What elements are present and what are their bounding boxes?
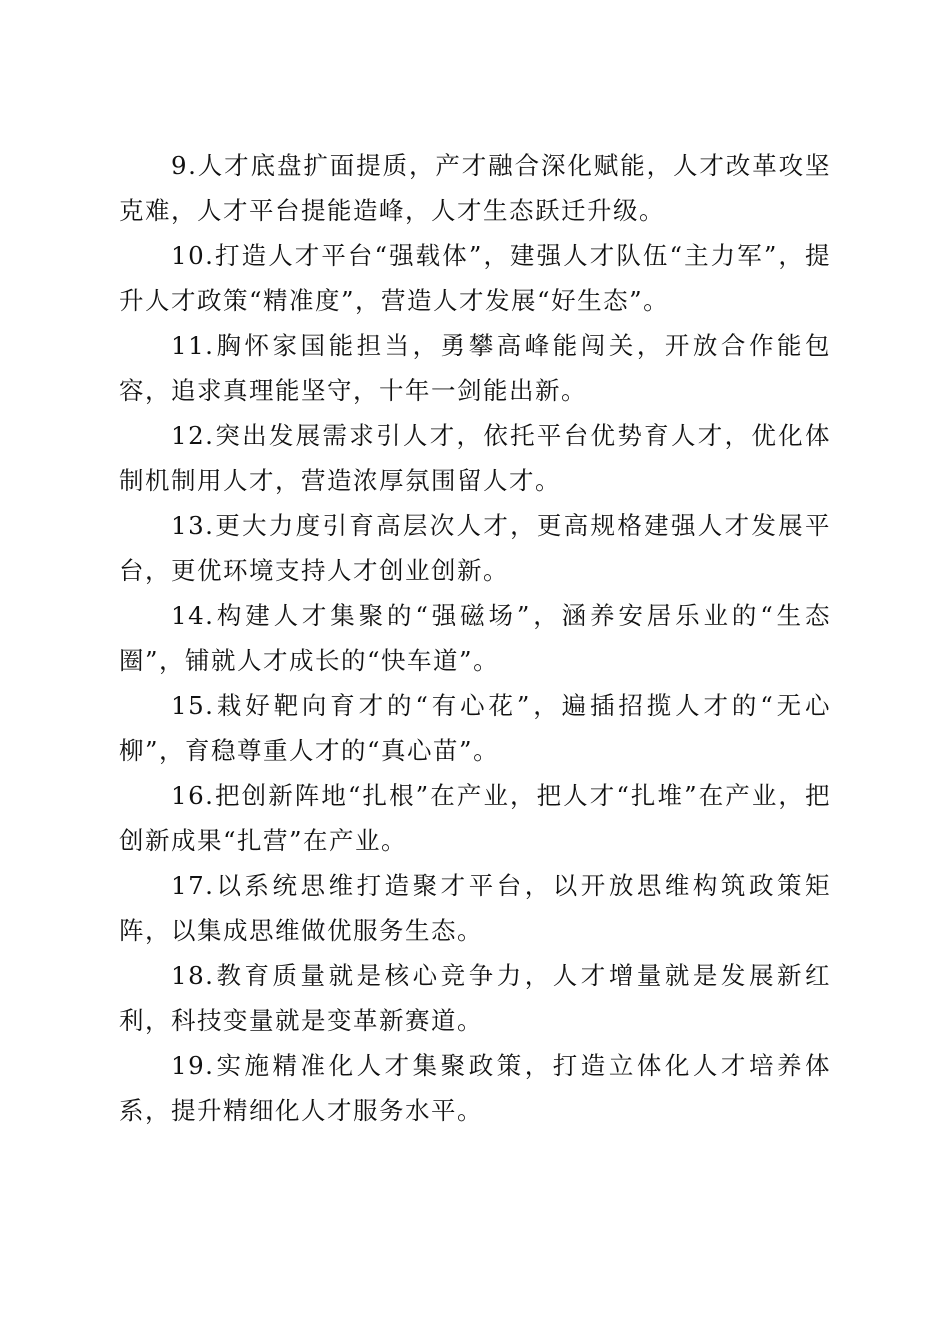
paragraph-17: 17.以系统思维打造聚才平台，以开放思维构筑政策矩阵，以集成思维做优服务生态。 [119,871,831,945]
document-body [119,143,831,1133]
paragraph-18: 18.教育质量就是核心竞争力，人才增量就是发展新红利，科技变量就是变革新赛道。 [119,961,831,1035]
paragraph-11: 11.胸怀家国能担当，勇攀高峰能闯关，开放合作能包容，追求真理能坚守，十年一剑能出新。 [119,331,831,405]
paragraph-12: 12.突出发展需求引人才，依托平台优势育人才，优化体制机制用人才，营造浓厚氛围留人才。 [119,421,831,495]
paragraph-9: 9.人才底盘扩面提质，产才融合深化赋能，人才改革攻坚克难，人才平台提能造峰，人才生态跃迁升级。 [119,151,831,225]
paragraph-13: 13.更大力度引育高层次人才，更高规格建强人才发展平台，更优环境支持人才创业创新。 [119,511,831,585]
paragraph-10: 10.打造人才平台“强载体”，建强人才队伍“主力军”，提升人才政策“精准度”，营造人才发展“好生态”。 [119,241,831,315]
paragraph-15: 15.栽好靶向育才的“有心花”，遍插招揽人才的“无心柳”，育稳尊重人才的“真心苗”。 [119,691,831,765]
paragraph-14: 14.构建人才集聚的“强磁场”，涵养安居乐业的“生态圈”，铺就人才成长的“快车道”。 [119,601,831,675]
paragraph-19: 19.实施精准化人才集聚政策，打造立体化人才培养体系，提升精细化人才服务水平。 [119,1051,831,1125]
paragraph-16: 16.把创新阵地“扎根”在产业，把人才“扎堆”在产业，把创新成果“扎营”在产业。 [119,781,831,855]
